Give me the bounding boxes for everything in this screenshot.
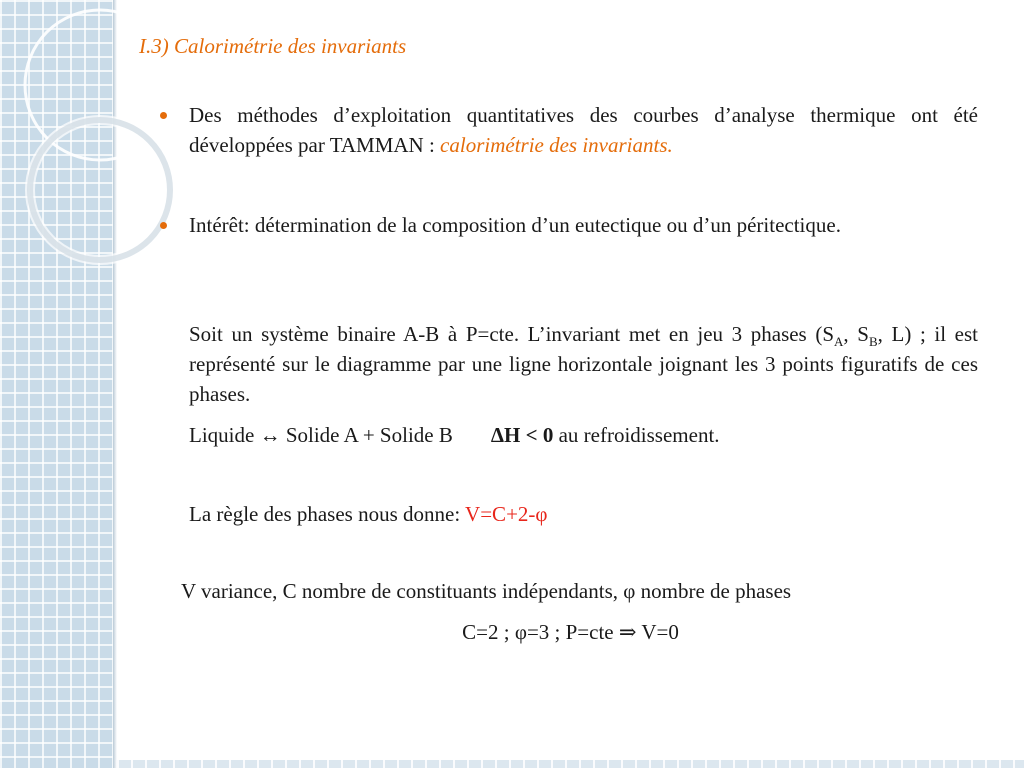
bullet-marker-2 xyxy=(160,222,167,229)
reaction-equation: Liquide ↔ Solide A + Solide B xyxy=(189,423,453,447)
paragraph-part-3: , L) ; il est représenté sur le diagramme par une ligne horizontale joignant les 3 points figuratifs de ces phases. xyxy=(189,322,978,406)
conclusion-line xyxy=(117,617,1024,647)
subscript-a: A xyxy=(834,334,844,350)
highlight-calorimetrie: calorimétrie des invariants xyxy=(440,133,668,157)
reaction-condition: au refroidissement. xyxy=(553,423,720,447)
paragraph-part-1: Soit un système binaire A-B à P=cte. L’invariant met en jeu 3 phases (S xyxy=(189,322,835,346)
subscript-b: B xyxy=(868,334,878,350)
reaction-line xyxy=(189,420,978,450)
slide-title: I.3) Calorimétrie des invariants xyxy=(139,34,407,58)
variable-definitions: V variance, C nombre de constituants indépendants, φ nombre de phases xyxy=(181,579,792,603)
highlight-period: . xyxy=(667,133,673,157)
paragraph-part-2: , S xyxy=(843,322,869,346)
phase-rule-formula: V=C+2-φ xyxy=(465,502,548,526)
methods-text: Des méthodes d’exploitation quantitatives des courbes d’analyse thermique ont été développées par TAMMAN : xyxy=(189,103,978,157)
conclusion-text: C=2 ; φ=3 ; P=cte ⇒ V=0 xyxy=(462,620,679,644)
bullet-text-interet: Intérêt: détermination de la composition d’un eutectique ou d’un péritectique. xyxy=(189,213,841,237)
enthalpy-sign: ΔH < 0 xyxy=(490,423,554,447)
phase-rule-line xyxy=(189,499,978,529)
bullet-marker-1 xyxy=(160,112,167,119)
phase-rule-label: La règle des phases nous donne: xyxy=(189,502,466,526)
decorative-bottom-strip xyxy=(117,760,1024,768)
paragraph-binary-system xyxy=(189,319,978,409)
bullet-text-methods xyxy=(189,100,978,160)
